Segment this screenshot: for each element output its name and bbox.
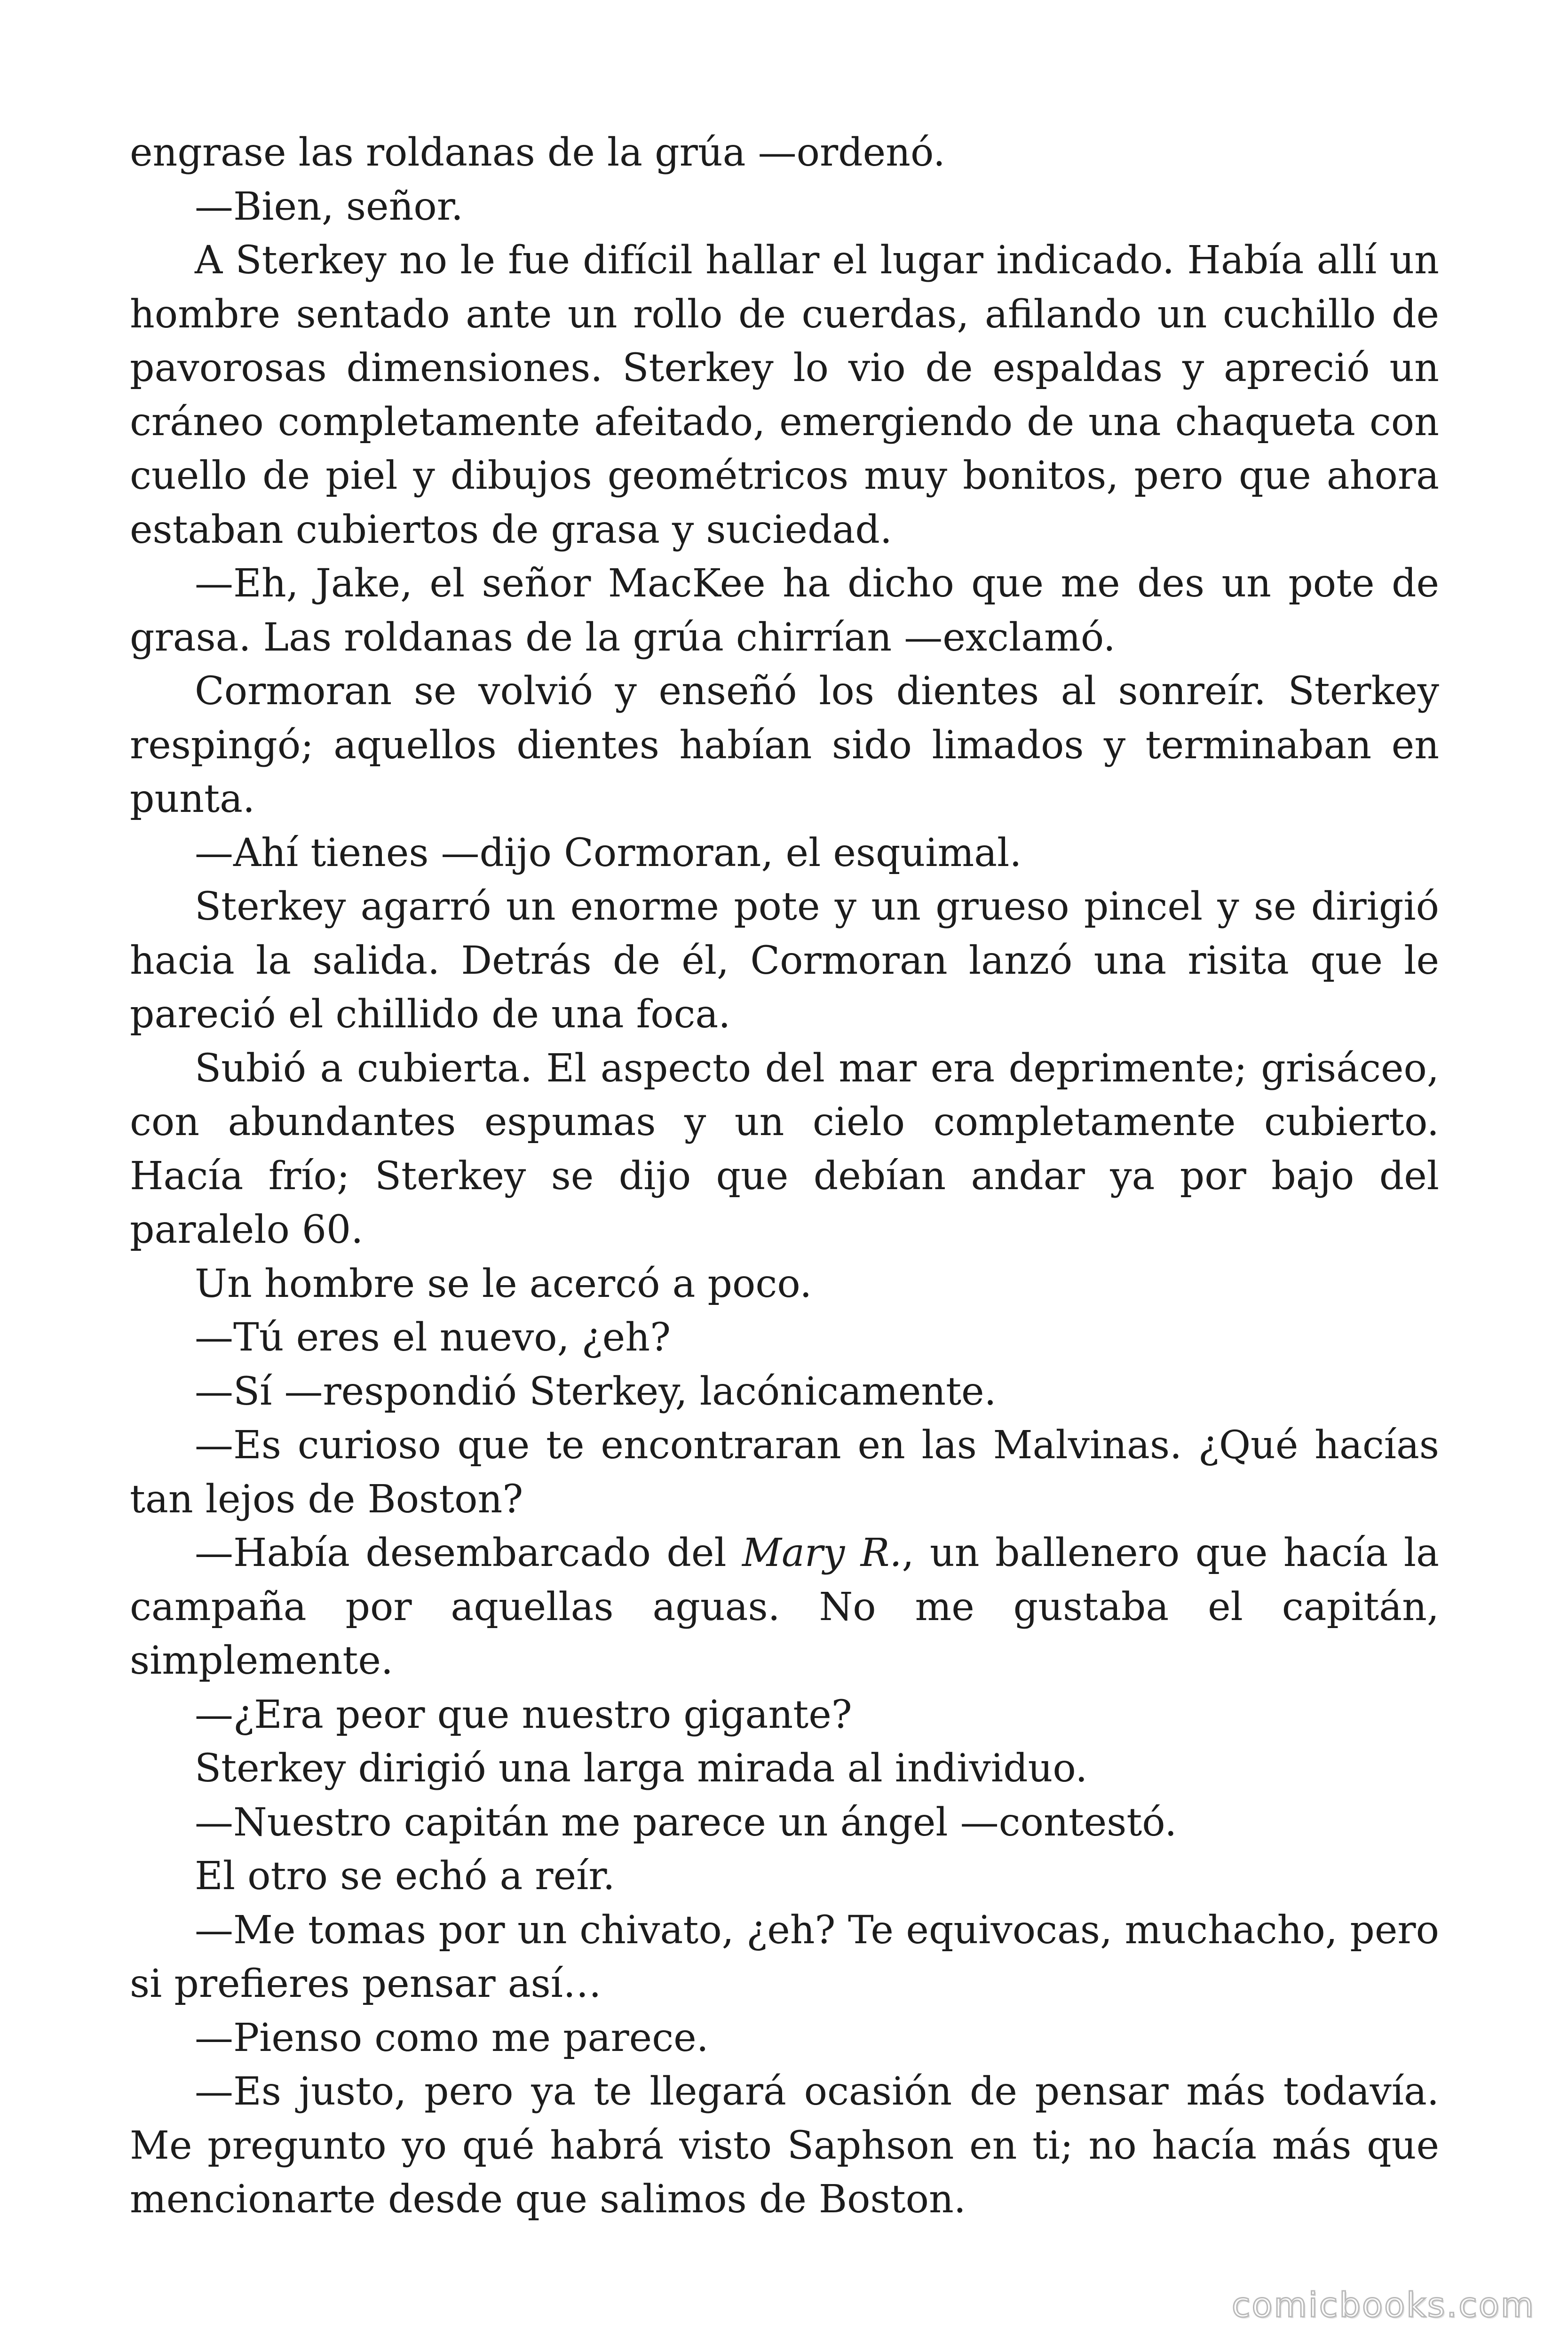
text-run: engrase las roldanas de la grúa —ordenó. [130,130,945,175]
text-run: —Sí —respondió Sterkey, lacónicamente. [195,1369,997,1414]
paragraph [130,1365,1439,1419]
paragraph [130,826,1439,881]
text-run: —Pienso como me parece. [195,2015,709,2060]
text-run: —Es curioso que te encontraran en las Malvinas. ¿Qué hacías tan lejos de Boston? [130,1423,1439,1522]
paragraph [130,1742,1439,1796]
text-run: —Bien, señor. [195,184,463,229]
text-run: Sterkey agarró un enorme pote y un grueso pincel y se dirigió hacia la salida. Detrás de él, Cormoran lanzó una risita que le pareció el chillido de una foca. [130,884,1439,1037]
paragraph [130,180,1439,234]
paragraph [130,665,1439,826]
paragraph [130,1904,1439,2011]
text-run: Un hombre se le acercó a poco. [195,1261,812,1306]
paragraph [130,1042,1439,1257]
paragraph [130,1850,1439,1904]
text-run: —Tú eres el nuevo, ¿eh? [195,1315,671,1360]
text-run: —Había desembarcado del [195,1531,742,1575]
paragraph [130,557,1439,665]
paragraph [130,126,1439,180]
paragraph [130,1419,1439,1526]
paragraph [130,880,1439,1042]
paragraph [130,234,1439,557]
text-run: Sterkey dirigió una larga mirada al individuo. [195,1746,1088,1791]
watermark-logo: comicbooks.com [1231,2285,1535,2325]
text-run: —Ahí tienes —dijo Cormoran, el esquimal. [195,830,1022,875]
text-run: —Nuestro capitán me parece un ángel —contestó. [195,1800,1177,1845]
text-run: El otro se echó a reír. [195,1854,615,1899]
paragraph [130,2065,1439,2227]
text-run: A Sterkey no le fue difícil hallar el lugar indicado. Había allí un hombre sentado ante un rollo de cuerdas, afilando un cuchillo de pavorosas dimensiones. Sterkey lo vio de espaldas y apreció un cráneo completamente afeitado, emergiendo de una chaqueta con cuello de piel y dibujos geométricos muy bonitos, pero que ahora estaban cubiertos de grasa y suciedad. [130,238,1439,552]
text-run: —Es justo, pero ya te llegará ocasión de pensar más todavía. Me pregunto yo qué habrá visto Saphson en ti; no hacía más que mencionarte desde que salimos de Boston. [130,2069,1439,2222]
page-body-text [130,126,1439,2227]
text-run: —Eh, Jake, el señor MacKee ha dicho que me des un pote de grasa. Las roldanas de la grúa chirrían —exclamó. [130,561,1439,660]
paragraph [130,1257,1439,1311]
italic-title: Mary R. [742,1531,902,1575]
paragraph [130,1688,1439,1742]
paragraph [130,1526,1439,1688]
paragraph [130,1796,1439,1850]
text-run: —¿Era peor que nuestro gigante? [195,1692,852,1737]
text-run: Cormoran se volvió y enseñó los dientes al sonreír. Sterkey respingó; aquellos dientes habían sido limados y terminaban en punta. [130,669,1439,821]
text-run: , un ballenero que hacía la campaña por aquellas aguas. No me gustaba el capitán, simplemente. [130,1531,1439,1683]
text-run: Subió a cubierta. El aspecto del mar era deprimente; grisáceo, con abundantes espumas y un cielo completamente cubierto. Hacía frío; Sterkey se dijo que debían andar ya por bajo del paralelo 60. [130,1046,1439,1252]
paragraph [130,1311,1439,1365]
text-run: —Me tomas por un chivato, ¿eh? Te equivocas, muchacho, pero si prefieres pensar así… [130,1907,1439,2006]
paragraph [130,2011,1439,2066]
